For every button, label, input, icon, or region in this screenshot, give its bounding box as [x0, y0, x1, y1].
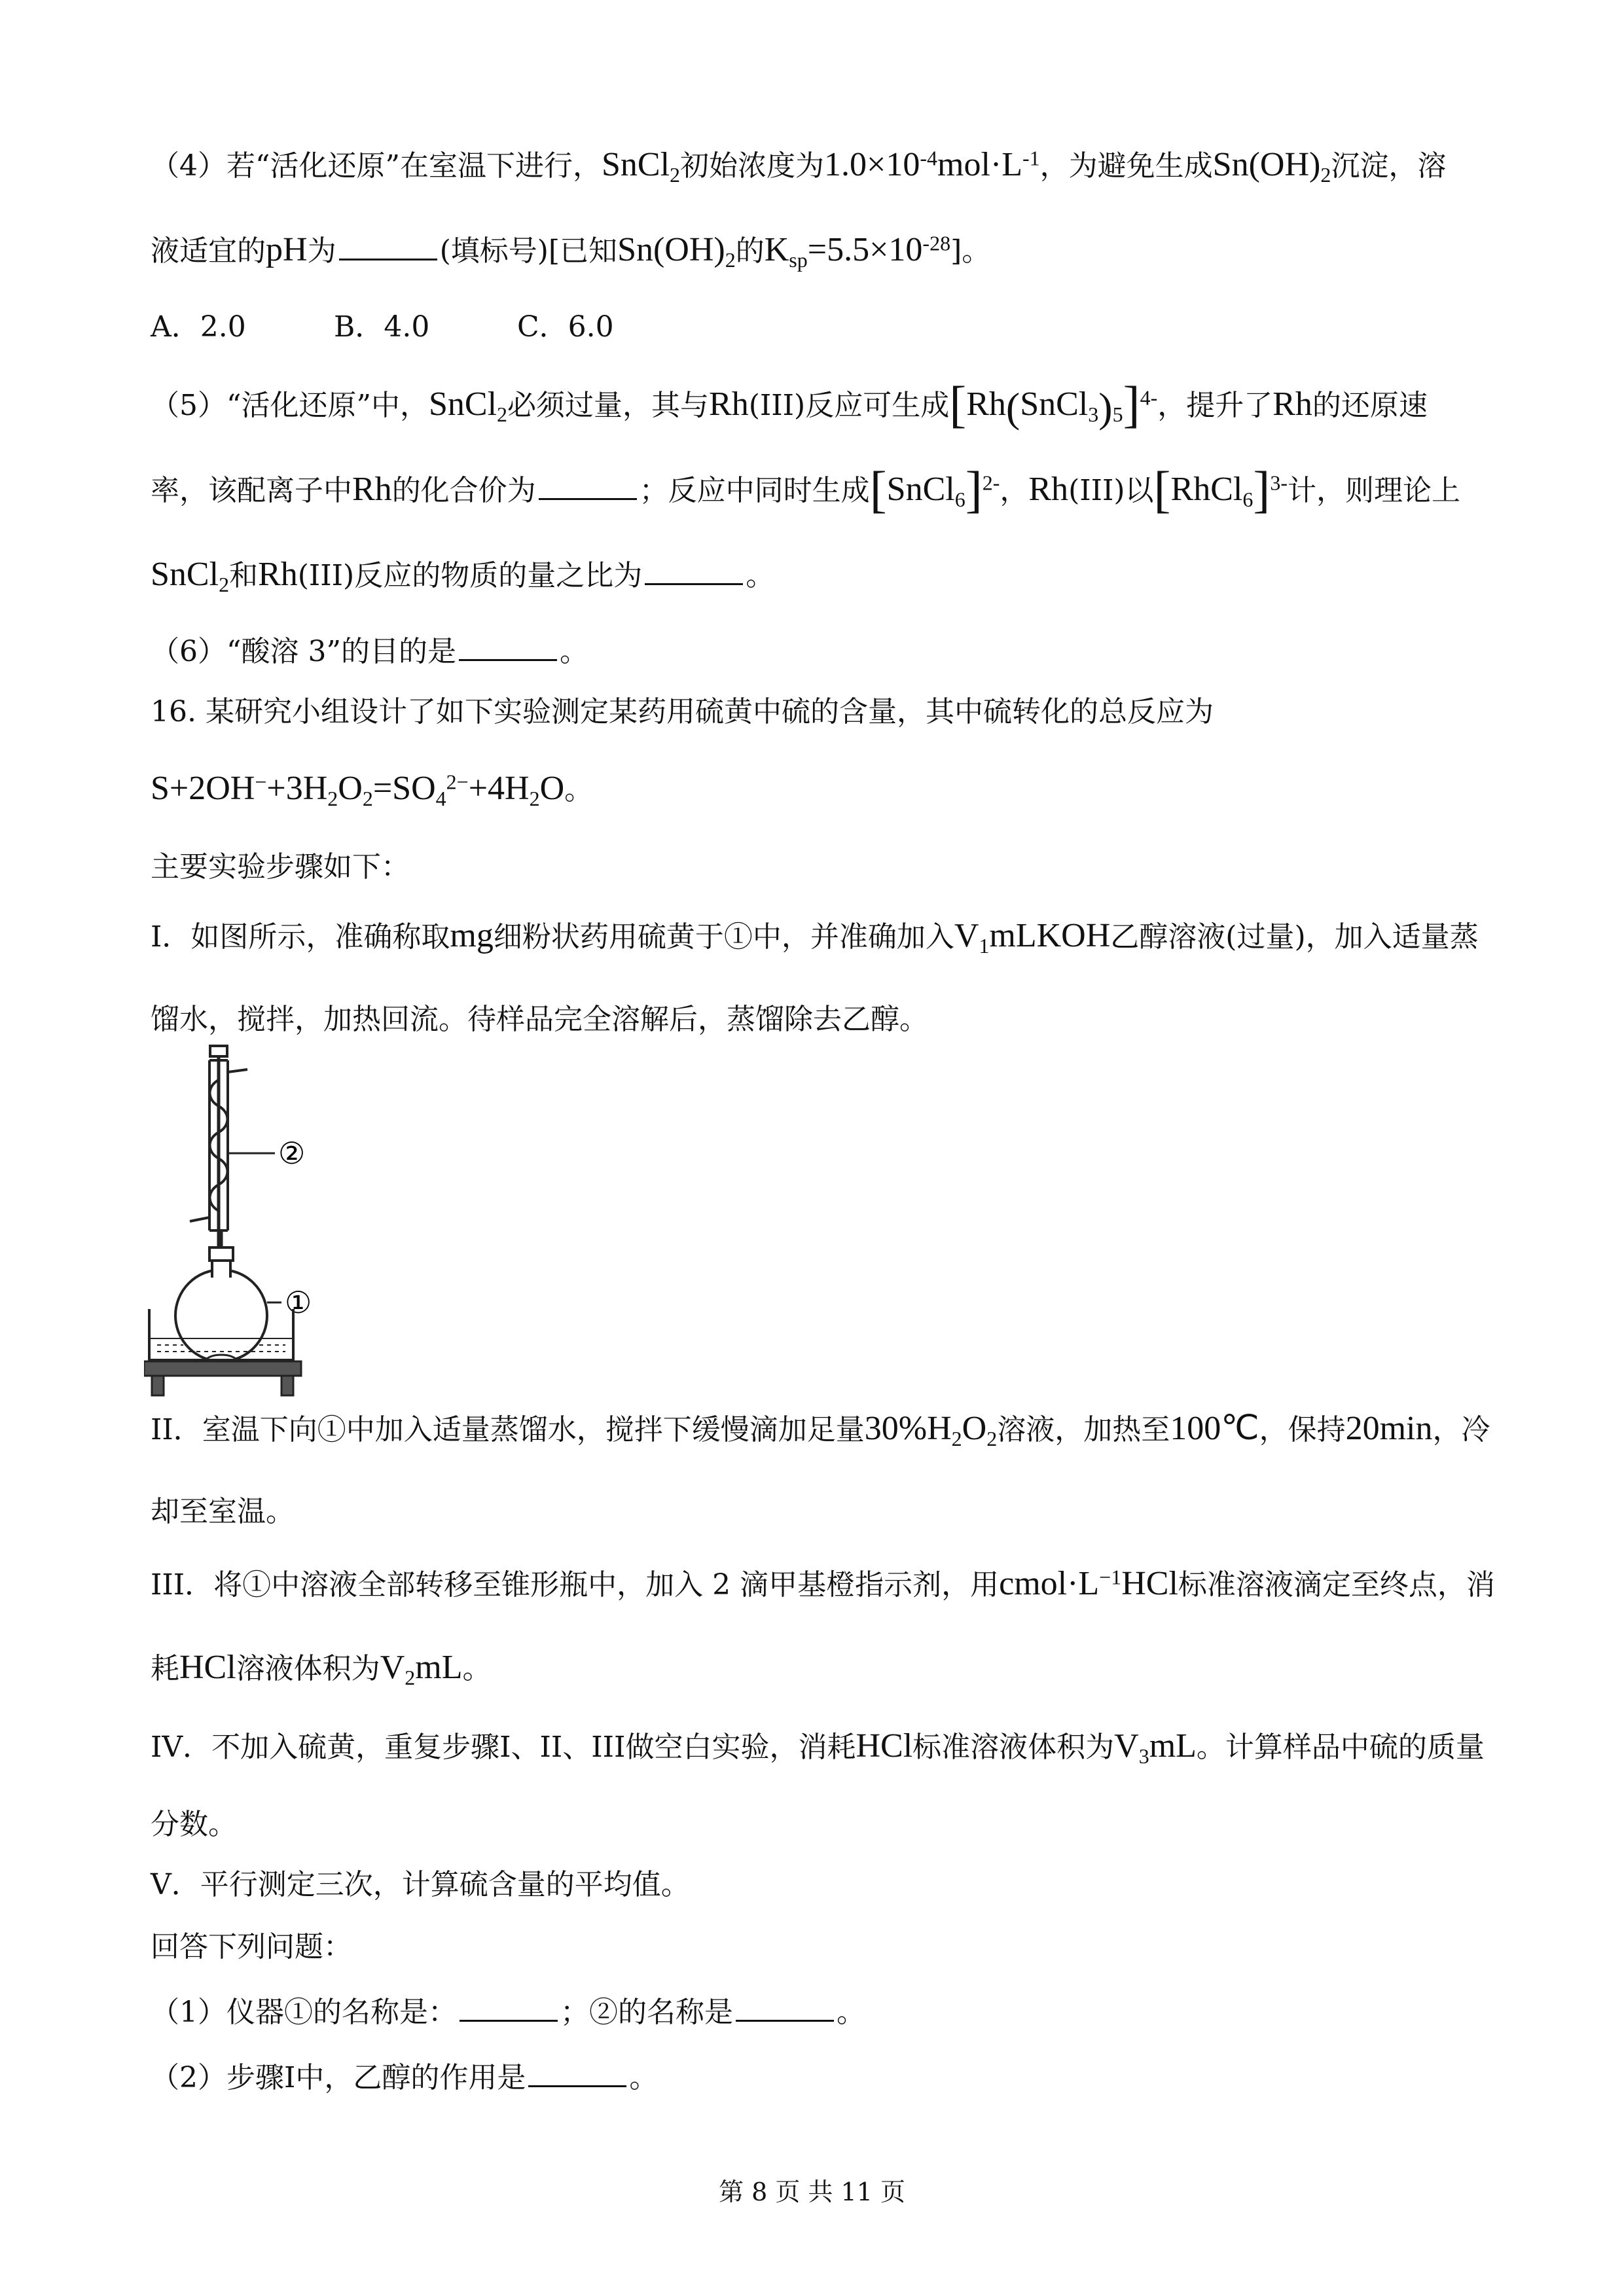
sub: 2 — [951, 1426, 962, 1450]
paren: ) — [1098, 384, 1113, 431]
unit: mol·L — [937, 146, 1023, 183]
hot-plate-stand — [144, 1361, 301, 1395]
q16-s5 — [151, 1865, 1493, 1905]
sub: 2 — [362, 786, 373, 810]
q16-s3-line1 — [151, 1564, 1493, 1605]
text: 溶液体积为 — [236, 1652, 380, 1685]
answer-blank[interactable] — [645, 579, 743, 585]
q15-p6-line — [151, 632, 1493, 672]
bracket: ] — [1123, 376, 1140, 433]
eq: =SO — [372, 770, 436, 807]
ksp-value: =5.5 — [807, 231, 870, 268]
text: ；②的名称是 — [560, 1996, 733, 2029]
text: （5）“活化还原”中， — [151, 389, 429, 422]
answer-blank[interactable] — [459, 655, 557, 661]
text: 初始浓度为 — [680, 149, 825, 183]
times: × — [869, 231, 889, 268]
text: III．将①中溶液全部转移至锥形瓶中，加入 2 滴甲基橙指示剂，用 — [151, 1568, 1000, 1602]
text: （4）若“活化还原”在室温下进行， — [151, 149, 602, 183]
sub: 2 — [670, 162, 681, 187]
hcl: HCl — [856, 1727, 913, 1765]
text: ]。 — [950, 234, 991, 268]
bracket: [ — [1153, 461, 1171, 518]
sub: 2 — [986, 1426, 998, 1450]
q16-q1 — [151, 1993, 1493, 2032]
formula-snoh2: Sn(OH) — [617, 231, 725, 268]
text: 却至室温。 — [151, 1495, 295, 1528]
duration: 20min — [1345, 1410, 1433, 1447]
text: 的 — [735, 234, 765, 268]
text: 。计算样品中硫的质量 — [1196, 1731, 1485, 1764]
sub: 6 — [1242, 487, 1254, 511]
text: 的还原速 — [1312, 389, 1428, 422]
text: ，为避免生成 — [1039, 149, 1213, 183]
sub: 2 — [497, 402, 508, 426]
q16-s4-line1 — [151, 1727, 1493, 1767]
text: （6）“酸溶 3”的目的是 — [151, 635, 456, 668]
formula-sncl2: SnCl — [601, 146, 670, 183]
q15-p4-line2 — [151, 230, 1493, 271]
paren: ( — [1005, 384, 1020, 431]
eq: O — [539, 770, 565, 807]
text: 溶液，加热至 — [997, 1413, 1170, 1446]
sub: 1 — [979, 933, 990, 958]
text: (III)以 — [1068, 474, 1154, 507]
hcl: HCl — [179, 1649, 236, 1686]
answer-blank[interactable] — [339, 255, 437, 260]
q15-p5-line2 — [151, 461, 1493, 518]
text: V．平行测定三次，计算硫含量的平均值。 — [151, 1868, 690, 1901]
q16-s4-line2 — [151, 1805, 1493, 1844]
volume: V — [954, 917, 979, 954]
rh: Rh — [352, 471, 392, 508]
h2o2-conc: 30%H — [864, 1410, 952, 1447]
text: 率，该配离子中 — [151, 474, 352, 507]
text: IV．不加入硫黄，重复步骤I、II、III做空白实验，消耗 — [151, 1731, 856, 1764]
q16-s2-line1 — [151, 1409, 1493, 1450]
reflux-apparatus-figure — [144, 1041, 380, 1401]
text: 和 — [229, 559, 259, 592]
text: II．室温下向①中加入适量蒸馏水，搅拌下缓慢滴加足量 — [151, 1413, 865, 1446]
text: (III)反应的物质的量之比为 — [297, 559, 643, 592]
conc-unit: cmol·L — [999, 1565, 1100, 1602]
answer-blank[interactable] — [528, 2081, 626, 2087]
rh: Rh — [966, 386, 1006, 423]
text: ，冷 — [1432, 1413, 1490, 1446]
exp: -4 — [920, 146, 938, 170]
text: 。 — [746, 559, 775, 592]
q15-p4-line1 — [151, 145, 1493, 186]
text: 标准溶液体积为 — [912, 1731, 1115, 1764]
bracket: [ — [869, 461, 887, 518]
q16-intro — [151, 692, 1493, 732]
text: ，保持 — [1259, 1413, 1346, 1446]
text: 为 — [307, 234, 336, 268]
sub: 2 — [1320, 162, 1331, 187]
ten: 10 — [886, 146, 920, 183]
text: 。 — [837, 1996, 865, 2029]
answer-blank[interactable] — [539, 494, 637, 500]
rhcl6: RhCl — [1170, 471, 1243, 508]
text: 液适宜的 — [151, 234, 266, 268]
formula-snoh2: Sn(OH) — [1212, 146, 1321, 183]
eq: +3H — [266, 770, 328, 807]
charge: 2- — [982, 471, 1000, 495]
charge: 4- — [1140, 386, 1158, 410]
text: 标准溶液滴定至终点，消 — [1178, 1568, 1495, 1602]
sub: 5 — [1112, 402, 1123, 426]
bracket: ] — [1253, 461, 1271, 518]
sub: 2 — [327, 786, 338, 810]
text: 。 — [559, 635, 588, 668]
ten: 10 — [888, 231, 923, 268]
charge: 3- — [1270, 471, 1288, 495]
unit: mL — [415, 1649, 463, 1686]
q16-equation — [151, 769, 1493, 810]
text: 乙醇溶液(过量)，加入适量蒸 — [1110, 920, 1479, 954]
sub: 4 — [435, 786, 446, 810]
unit: mL — [1149, 1727, 1197, 1765]
q16-answer-head — [151, 1928, 1493, 1967]
label-condenser: ② — [278, 1136, 306, 1171]
text: (III)反应可生成 — [748, 389, 950, 422]
sub: 2 — [219, 572, 230, 596]
option-a[interactable]: A．2.0 — [151, 310, 246, 344]
round-bottom-flask — [175, 1270, 267, 1361]
text: 计，则理论上 — [1288, 474, 1460, 507]
text: 馏水，搅拌，加热回流。待样品完全溶解后，蒸馏除去乙醇。 — [151, 1003, 928, 1036]
q15-p5-line1 — [151, 376, 1493, 433]
ksp: K — [764, 231, 789, 268]
sncl3: SnCl — [1020, 386, 1089, 423]
eq: O — [338, 770, 363, 807]
stopper — [209, 1247, 233, 1261]
charge: − — [255, 770, 267, 794]
temperature: 100℃ — [1170, 1410, 1259, 1447]
rh: Rh — [258, 556, 298, 593]
sub: 3 — [1138, 1744, 1149, 1768]
q16-steps-head — [151, 848, 1493, 887]
text: （1）仪器①的名称是： — [151, 1996, 457, 2029]
text: I．如图所示，准确称取 — [151, 920, 450, 954]
sub: sp — [789, 247, 808, 272]
q16-s2-line2 — [151, 1492, 1493, 1532]
formula-sncl2: SnCl — [428, 386, 497, 423]
eq: S+2OH — [151, 770, 255, 807]
sncl6: SnCl — [886, 471, 955, 508]
text: 16. 某研究小组设计了如下实验测定某药用硫黄中硫的含量，其中硫转化的总反应为 — [151, 695, 1214, 728]
q16-q2 — [151, 2058, 1493, 2098]
text: ，提升了 — [1157, 389, 1273, 422]
text: ；反应中同时生成 — [639, 474, 870, 507]
eq: +4H — [468, 770, 530, 807]
text: 细粉状药用硫黄于①中，并准确加入 — [493, 920, 954, 954]
times: × — [867, 146, 886, 183]
hcl: HCl — [1121, 1565, 1178, 1602]
sub: 3 — [1088, 402, 1099, 426]
text: 分数。 — [151, 1808, 237, 1841]
q15-p4-options — [151, 308, 1493, 347]
text: 的化合价为 — [391, 474, 536, 507]
text: 耗 — [151, 1652, 179, 1685]
o: O — [962, 1410, 987, 1447]
mass: mg — [450, 917, 494, 954]
exp: -28 — [922, 231, 951, 255]
volume: V — [1114, 1727, 1139, 1765]
koh: mLKOH — [989, 917, 1111, 954]
answer-blank[interactable] — [460, 2016, 558, 2022]
reflux-condenser — [190, 1046, 247, 1257]
rh: Rh — [1028, 471, 1069, 508]
page-footer: 第 8 页 共 11 页 — [719, 2178, 905, 2206]
sub: 6 — [954, 487, 965, 511]
option-b[interactable]: B．4.0 — [334, 310, 430, 344]
text: 必须过量，其与 — [507, 389, 710, 422]
text: 主要实验步骤如下： — [151, 850, 410, 884]
sub: 2 — [529, 786, 540, 810]
text: 回答下列问题： — [151, 1930, 352, 1964]
answer-blank[interactable] — [736, 2016, 834, 2022]
rh: Rh — [709, 386, 749, 423]
q15-p5-line3 — [151, 555, 1493, 596]
sub: 2 — [725, 247, 736, 272]
rh: Rh — [1272, 386, 1312, 423]
exp: -1 — [1022, 146, 1040, 170]
q16-s1-line2 — [151, 1000, 1493, 1039]
q16-s1-line1 — [151, 916, 1493, 957]
text: 沉淀，溶 — [1331, 149, 1447, 183]
text: ， — [1000, 474, 1029, 507]
bracket: ] — [965, 461, 983, 518]
conc-value: 1.0 — [824, 146, 867, 183]
formula-sncl2: SnCl — [151, 556, 219, 593]
text: 。 — [462, 1652, 492, 1685]
text: 。 — [629, 2061, 659, 2094]
text: 。 — [564, 773, 594, 806]
bracket: [ — [949, 376, 967, 433]
text: （2）步骤I中，乙醇的作用是 — [151, 2061, 526, 2094]
ph: pH — [266, 231, 308, 268]
option-c[interactable]: C．6.0 — [517, 310, 614, 344]
text: (填标号)[已知 — [439, 234, 618, 268]
q16-s3-line2 — [151, 1648, 1493, 1689]
charge: 2− — [446, 770, 469, 794]
volume: V — [380, 1649, 405, 1686]
exp: −1 — [1099, 1565, 1122, 1589]
label-flask: ① — [285, 1285, 312, 1320]
sub: 2 — [405, 1665, 416, 1689]
